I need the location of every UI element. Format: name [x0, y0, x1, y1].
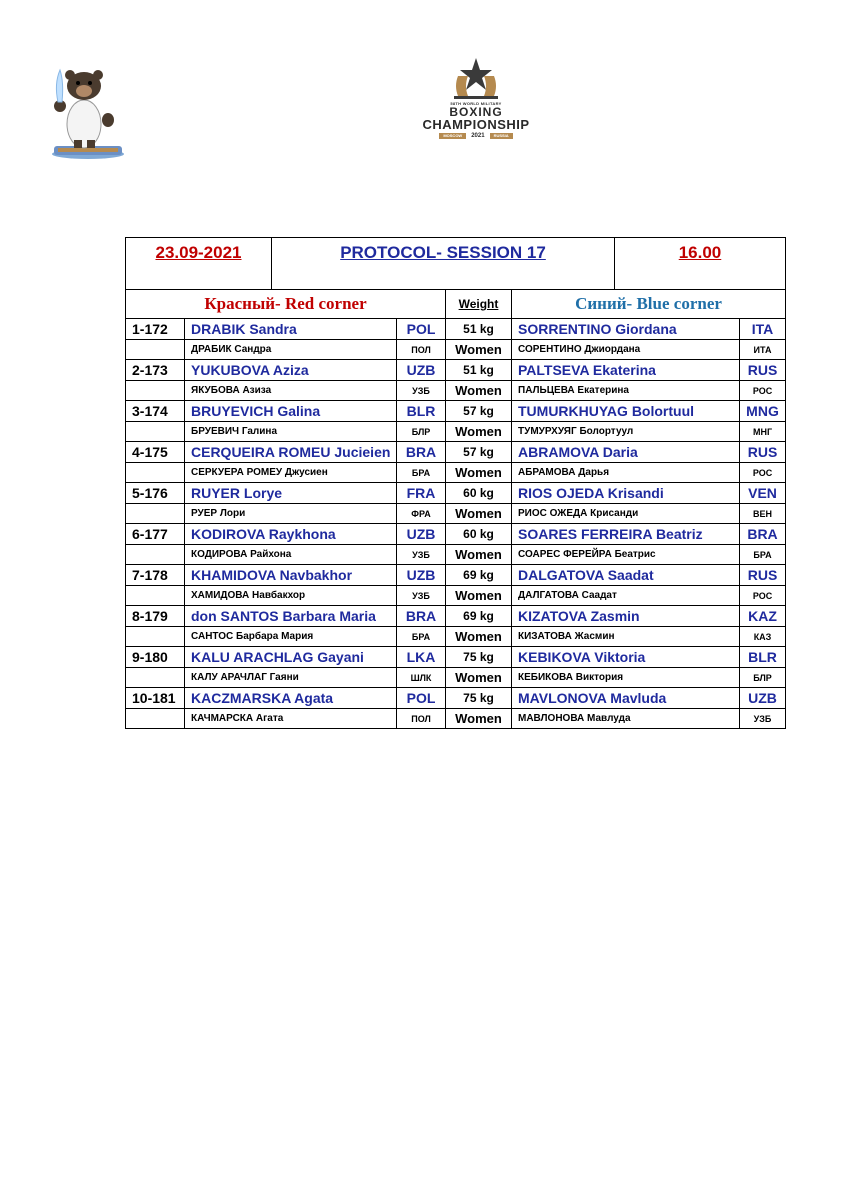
blue-boxer-country: BRA — [740, 524, 786, 545]
red-boxer-name: YUKUBOVA Aziza — [185, 360, 397, 381]
logo-city: MOSCOW — [439, 133, 466, 139]
weight-class: 69 kg — [446, 606, 512, 627]
bouts-body — [126, 319, 786, 729]
mascot-image — [44, 62, 130, 160]
title-cell — [272, 238, 615, 290]
blue-boxer-country: RUS — [740, 565, 786, 586]
red-boxer-name-ru: БРУЕВИЧ Галина — [185, 422, 397, 442]
red-corner-header: Красный- Red corner — [126, 290, 446, 319]
bout-category: Women — [446, 545, 512, 565]
bout-number: 2-173 — [126, 360, 185, 381]
bout-category: Women — [446, 668, 512, 688]
blue-boxer-name-ru: СОАРЕС ФЕРЕЙРА Беатрис — [512, 545, 740, 565]
blue-boxer-country-ru: ВЕН — [740, 504, 786, 524]
session-time: 16.00 — [678, 243, 722, 262]
blue-boxer-name-ru: РИОС ОЖЕДА Крисанди — [512, 504, 740, 524]
red-boxer-name: don SANTOS Barbara Maria — [185, 606, 397, 627]
blue-boxer-name: RIOS OJEDA Krisandi — [512, 483, 740, 504]
bout-row-russian — [126, 545, 786, 565]
empty-cell — [126, 709, 185, 729]
boxing-glove-star-icon — [446, 56, 506, 100]
red-boxer-country: UZB — [397, 524, 446, 545]
red-boxer-name: KODIROVA Raykhona — [185, 524, 397, 545]
bout-row-russian — [126, 381, 786, 401]
logo-footer — [402, 133, 550, 139]
red-boxer-country: BRA — [397, 606, 446, 627]
empty-cell — [126, 340, 185, 360]
blue-boxer-name-ru: АБРАМОВА Дарья — [512, 463, 740, 483]
red-boxer-country-ru: БРА — [397, 463, 446, 483]
bout-category: Women — [446, 381, 512, 401]
red-boxer-country: BLR — [397, 401, 446, 422]
red-boxer-name-ru: КАЛУ АРАЧЛАГ Гаяни — [185, 668, 397, 688]
blue-boxer-country: RUS — [740, 360, 786, 381]
blue-boxer-name-ru: ДАЛГАТОВА Саадат — [512, 586, 740, 606]
blue-boxer-name: PALTSEVA Ekaterina — [512, 360, 740, 381]
date-cell — [126, 238, 272, 290]
red-boxer-name: BRUYEVICH Galina — [185, 401, 397, 422]
blue-boxer-country-ru: БРА — [740, 545, 786, 565]
weight-class: 51 kg — [446, 319, 512, 340]
weight-class: 75 kg — [446, 647, 512, 668]
bout-number: 1-172 — [126, 319, 185, 340]
red-boxer-name: CERQUEIRA ROMEU Jucieien — [185, 442, 397, 463]
weight-header: Weight — [446, 290, 512, 319]
protocol-header — [125, 237, 786, 290]
bout-number: 7-178 — [126, 565, 185, 586]
bout-row — [126, 565, 786, 586]
bout-row-russian — [126, 422, 786, 442]
empty-cell — [126, 586, 185, 606]
red-boxer-country: LKA — [397, 647, 446, 668]
blue-boxer-country-ru: УЗБ — [740, 709, 786, 729]
bout-row — [126, 483, 786, 504]
red-boxer-name: KACZMARSKA Agata — [185, 688, 397, 709]
blue-boxer-country: BLR — [740, 647, 786, 668]
blue-boxer-name: MAVLONOVA Mavluda — [512, 688, 740, 709]
red-boxer-country: POL — [397, 319, 446, 340]
logo-boxing: BOXING — [449, 105, 503, 119]
time-cell — [615, 238, 786, 290]
bout-row-russian — [126, 709, 786, 729]
bout-row-russian — [126, 504, 786, 524]
bout-category: Women — [446, 504, 512, 524]
bout-row — [126, 442, 786, 463]
weight-class: 57 kg — [446, 442, 512, 463]
red-boxer-country: UZB — [397, 360, 446, 381]
bout-row — [126, 524, 786, 545]
red-boxer-name-ru: ХАМИДОВА Навбакхор — [185, 586, 397, 606]
empty-cell — [126, 545, 185, 565]
bout-number: 5-176 — [126, 483, 185, 504]
blue-boxer-name: DALGATOVA Saadat — [512, 565, 740, 586]
bout-category: Women — [446, 463, 512, 483]
bout-row — [126, 688, 786, 709]
blue-boxer-country-ru: РОС — [740, 586, 786, 606]
blue-boxer-country: ITA — [740, 319, 786, 340]
blue-boxer-name: KEBIKOVA Viktoria — [512, 647, 740, 668]
blue-boxer-country-ru: ИТА — [740, 340, 786, 360]
bout-category: Women — [446, 627, 512, 647]
weight-class: 51 kg — [446, 360, 512, 381]
red-boxer-name-ru: СЕРКУЕРА РОМЕУ Джусиен — [185, 463, 397, 483]
blue-boxer-country: MNG — [740, 401, 786, 422]
bout-row-russian — [126, 340, 786, 360]
bout-category: Women — [446, 422, 512, 442]
blue-boxer-name: TUMURKHUYAG Bolortuul — [512, 401, 740, 422]
red-boxer-name-ru: КАЧМАРСКА Агата — [185, 709, 397, 729]
bouts-grid — [125, 289, 786, 729]
bout-number: 10-181 — [126, 688, 185, 709]
bout-row-russian — [126, 627, 786, 647]
red-boxer-country-ru: БЛР — [397, 422, 446, 442]
bout-category: Women — [446, 586, 512, 606]
bout-row-russian — [126, 668, 786, 688]
red-boxer-country: BRA — [397, 442, 446, 463]
bout-row — [126, 319, 786, 340]
bout-row — [126, 401, 786, 422]
logo-year: 2021 — [471, 133, 485, 139]
logo-subtitle: 58TH WORLD MILITARY — [450, 101, 502, 106]
red-boxer-country-ru: ПОЛ — [397, 709, 446, 729]
bout-category: Women — [446, 340, 512, 360]
red-boxer-country-ru: ШЛК — [397, 668, 446, 688]
red-boxer-country-ru: ФРА — [397, 504, 446, 524]
logo-country: RUSSIA — [490, 133, 513, 139]
red-boxer-name-ru: ЯКУБОВА Азиза — [185, 381, 397, 401]
bout-row-russian — [126, 463, 786, 483]
blue-boxer-country: RUS — [740, 442, 786, 463]
blue-boxer-name: SORRENTINO Giordana — [512, 319, 740, 340]
red-boxer-name: KALU ARACHLAG Gayani — [185, 647, 397, 668]
session-title: PROTOCOL- SESSION 17 — [340, 243, 546, 262]
red-boxer-country-ru: УЗБ — [397, 545, 446, 565]
bout-number: 4-175 — [126, 442, 185, 463]
red-boxer-name: DRABIK Sandra — [185, 319, 397, 340]
blue-boxer-name-ru: СОРЕНТИНО Джиордана — [512, 340, 740, 360]
empty-cell — [126, 668, 185, 688]
bout-row — [126, 606, 786, 627]
bout-category: Women — [446, 709, 512, 729]
red-boxer-country: POL — [397, 688, 446, 709]
blue-boxer-country-ru: МНГ — [740, 422, 786, 442]
blue-boxer-name: KIZATOVA Zasmin — [512, 606, 740, 627]
blue-boxer-country-ru: РОС — [740, 463, 786, 483]
blue-boxer-country-ru: КАЗ — [740, 627, 786, 647]
blue-boxer-country-ru: РОС — [740, 381, 786, 401]
bout-row — [126, 647, 786, 668]
bout-row-russian — [126, 586, 786, 606]
red-boxer-name: RUYER Lorye — [185, 483, 397, 504]
red-boxer-country: FRA — [397, 483, 446, 504]
bout-number: 9-180 — [126, 647, 185, 668]
bout-row — [126, 360, 786, 381]
empty-cell — [126, 381, 185, 401]
red-boxer-country-ru: ПОЛ — [397, 340, 446, 360]
blue-boxer-name-ru: ПАЛЬЦЕВА Екатерина — [512, 381, 740, 401]
weight-class: 60 kg — [446, 483, 512, 504]
red-boxer-country-ru: БРА — [397, 627, 446, 647]
red-boxer-name: KHAMIDOVA Navbakhor — [185, 565, 397, 586]
red-boxer-country-ru: УЗБ — [397, 381, 446, 401]
bout-number: 6-177 — [126, 524, 185, 545]
blue-boxer-country-ru: БЛР — [740, 668, 786, 688]
blue-boxer-name-ru: ТУМУРХУЯГ Болортуул — [512, 422, 740, 442]
weight-class: 60 kg — [446, 524, 512, 545]
blue-corner-header: Синий- Blue corner — [512, 290, 786, 319]
empty-cell — [126, 504, 185, 524]
empty-cell — [126, 463, 185, 483]
red-boxer-name-ru: РУЕР Лори — [185, 504, 397, 524]
blue-boxer-name: ABRAMOVA Daria — [512, 442, 740, 463]
blue-boxer-country: KAZ — [740, 606, 786, 627]
blue-boxer-country: UZB — [740, 688, 786, 709]
empty-cell — [126, 422, 185, 442]
bout-number: 3-174 — [126, 401, 185, 422]
protocol-table — [125, 237, 785, 729]
weight-class: 57 kg — [446, 401, 512, 422]
logo-championship: CHAMPIONSHIP — [422, 117, 530, 132]
championship-logo — [402, 56, 550, 152]
bout-number: 8-179 — [126, 606, 185, 627]
mascot-bear-icon — [44, 62, 130, 160]
empty-cell — [126, 627, 185, 647]
red-boxer-country-ru: УЗБ — [397, 586, 446, 606]
red-boxer-name-ru: ДРАБИК Сандра — [185, 340, 397, 360]
weight-class: 75 kg — [446, 688, 512, 709]
blue-boxer-country: VEN — [740, 483, 786, 504]
blue-boxer-name: SOARES FERREIRA Beatriz — [512, 524, 740, 545]
red-boxer-name-ru: КОДИРОВА Райхона — [185, 545, 397, 565]
blue-boxer-name-ru: МАВЛОНОВА Мавлуда — [512, 709, 740, 729]
red-boxer-name-ru: САНТОС Барбара Мария — [185, 627, 397, 647]
session-date: 23.09-2021 — [155, 243, 242, 262]
weight-class: 69 kg — [446, 565, 512, 586]
blue-boxer-name-ru: КИЗАТОВА Жасмин — [512, 627, 740, 647]
blue-boxer-name-ru: КЕБИКОВА Виктория — [512, 668, 740, 688]
red-boxer-country: UZB — [397, 565, 446, 586]
